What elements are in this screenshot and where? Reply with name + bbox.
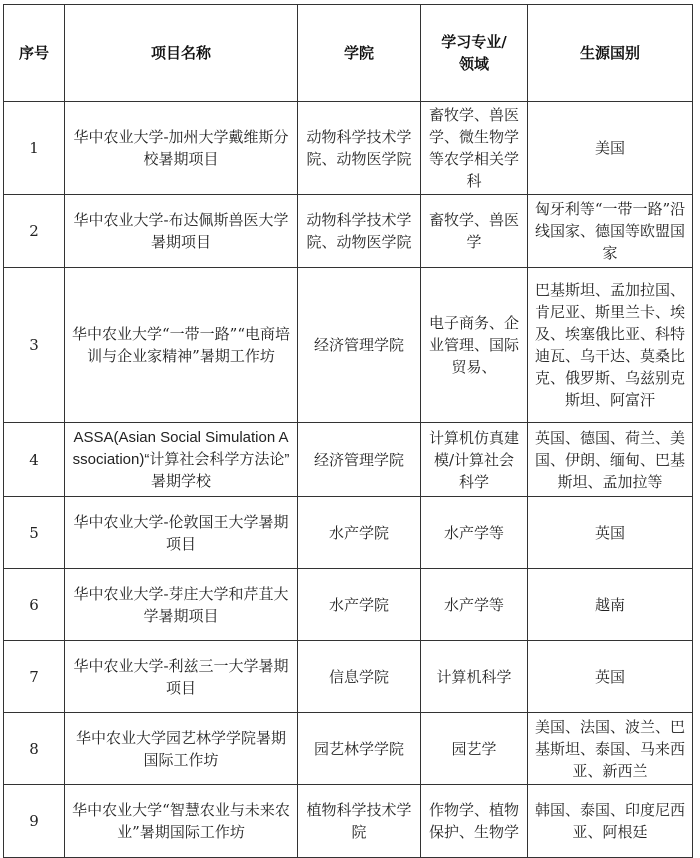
cell-college: 经济管理学院 bbox=[298, 423, 421, 497]
cell-no: 5 bbox=[4, 497, 65, 569]
table-row bbox=[4, 497, 693, 569]
cell-college: 植物科学技术学院 bbox=[298, 785, 421, 858]
cell-field: 电子商务、企业管理、国际贸易、 bbox=[421, 268, 528, 423]
table-row bbox=[4, 569, 693, 641]
cell-no: 1 bbox=[4, 102, 65, 195]
cell-project-name: 华中农业大学园艺林学学院暑期国际工作坊 bbox=[65, 713, 298, 785]
cell-no: 6 bbox=[4, 569, 65, 641]
cell-countries: 巴基斯坦、孟加拉国、肯尼亚、斯里兰卡、埃及、埃塞俄比亚、科特迪瓦、乌干达、莫桑比克、俄罗斯、乌兹别克斯坦、阿富汗 bbox=[528, 268, 693, 423]
cell-countries: 越南 bbox=[528, 569, 693, 641]
table-row bbox=[4, 713, 693, 785]
cell-countries: 英国 bbox=[528, 641, 693, 713]
header-cell-field: 学习专业/领域 bbox=[421, 5, 528, 102]
cell-countries: 匈牙利等“一带一路”沿线国家、德国等欧盟国家 bbox=[528, 195, 693, 268]
summer-projects-table bbox=[3, 4, 693, 858]
cell-project-name: 华中农业大学-芽庄大学和芹苴大学暑期项目 bbox=[65, 569, 298, 641]
header-cell-college: 学院 bbox=[298, 5, 421, 102]
cell-countries: 英国、德国、荷兰、美国、伊朗、缅甸、巴基斯坦、孟加拉等 bbox=[528, 423, 693, 497]
cell-college: 信息学院 bbox=[298, 641, 421, 713]
cell-field: 园艺学 bbox=[421, 713, 528, 785]
cell-college: 水产学院 bbox=[298, 569, 421, 641]
cell-countries: 美国 bbox=[528, 102, 693, 195]
cell-no: 7 bbox=[4, 641, 65, 713]
table-row bbox=[4, 268, 693, 423]
cell-project-name: 华中农业大学-伦敦国王大学暑期项目 bbox=[65, 497, 298, 569]
cell-college: 水产学院 bbox=[298, 497, 421, 569]
cell-project-name: 华中农业大学“一带一路”“电商培训与企业家精神”暑期工作坊 bbox=[65, 268, 298, 423]
cell-field: 畜牧学、兽医学、微生物学等农学相关学科 bbox=[421, 102, 528, 195]
cell-no: 8 bbox=[4, 713, 65, 785]
cell-countries: 英国 bbox=[528, 497, 693, 569]
cell-no: 2 bbox=[4, 195, 65, 268]
cell-college: 动物科学技术学院、动物医学院 bbox=[298, 102, 421, 195]
cell-no: 3 bbox=[4, 268, 65, 423]
cell-field: 水产学等 bbox=[421, 497, 528, 569]
cell-project-name: 华中农业大学-利兹三一大学暑期项目 bbox=[65, 641, 298, 713]
cell-field: 作物学、植物保护、生物学 bbox=[421, 785, 528, 858]
cell-college: 经济管理学院 bbox=[298, 268, 421, 423]
cell-project-name: 华中农业大学-加州大学戴维斯分校暑期项目 bbox=[65, 102, 298, 195]
table-row bbox=[4, 423, 693, 497]
cell-project-name: 华中农业大学“智慧农业与未来农业”暑期国际工作坊 bbox=[65, 785, 298, 858]
header-cell-no: 序号 bbox=[4, 5, 65, 102]
header-cell-countries: 生源国别 bbox=[528, 5, 693, 102]
cell-field: 计算机科学 bbox=[421, 641, 528, 713]
cell-college: 动物科学技术学院、动物医学院 bbox=[298, 195, 421, 268]
table-row bbox=[4, 102, 693, 195]
cell-field: 计算机仿真建模/计算社会科学 bbox=[421, 423, 528, 497]
cell-countries: 韩国、泰国、印度尼西亚、阿根廷 bbox=[528, 785, 693, 858]
cell-no: 4 bbox=[4, 423, 65, 497]
table-row bbox=[4, 785, 693, 858]
table-row bbox=[4, 641, 693, 713]
cell-countries: 美国、法国、波兰、巴基斯坦、泰国、马来西亚、新西兰 bbox=[528, 713, 693, 785]
cell-field: 水产学等 bbox=[421, 569, 528, 641]
header-row bbox=[4, 5, 693, 102]
cell-project-name: 华中农业大学-布达佩斯兽医大学暑期项目 bbox=[65, 195, 298, 268]
cell-college: 园艺林学学院 bbox=[298, 713, 421, 785]
table-row bbox=[4, 195, 693, 268]
header-cell-project-name: 项目名称 bbox=[65, 5, 298, 102]
cell-project-name: ASSA(Asian Social Simulation Association)“计算社会科学方法论” 暑期学校 bbox=[65, 423, 298, 497]
cell-no: 9 bbox=[4, 785, 65, 858]
cell-field: 畜牧学、兽医学 bbox=[421, 195, 528, 268]
